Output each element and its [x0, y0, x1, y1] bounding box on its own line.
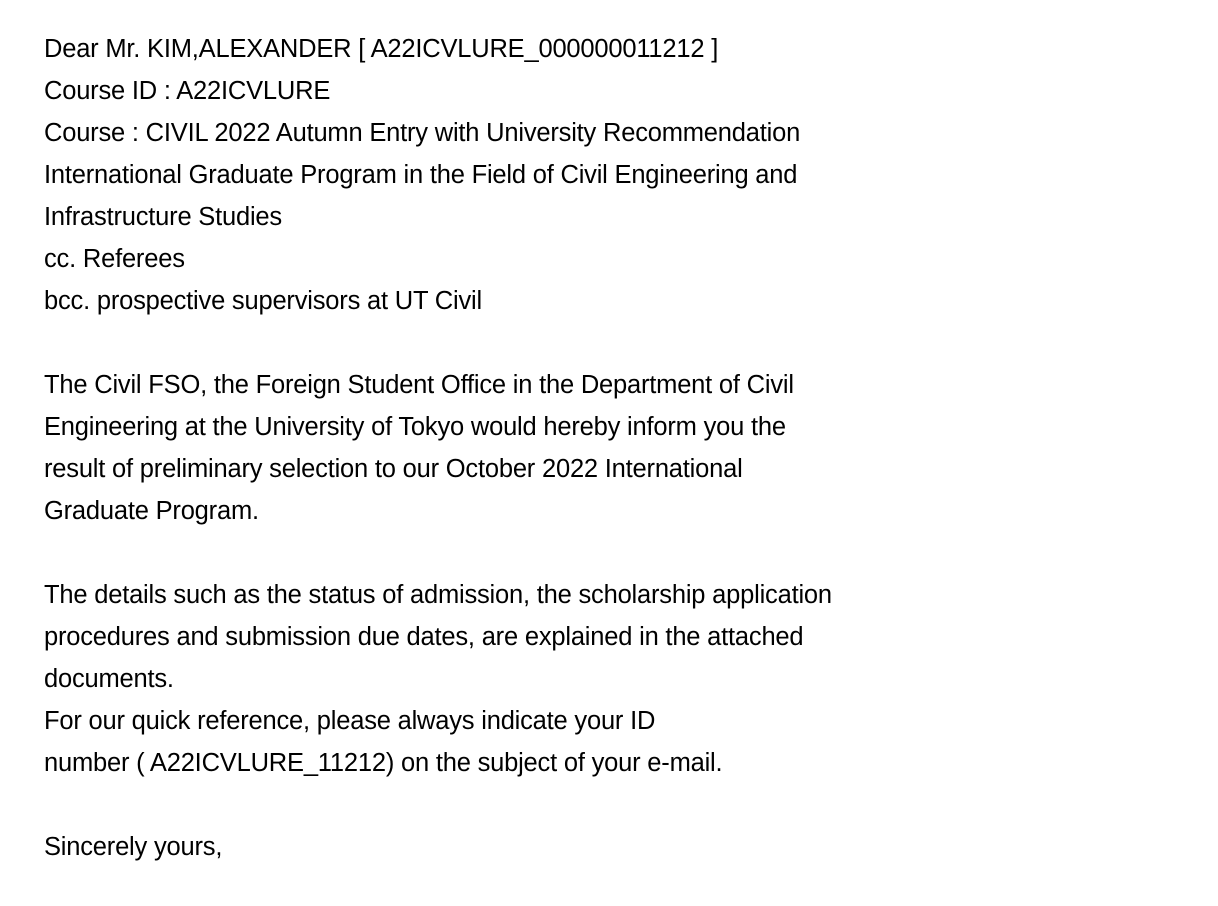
- bcc-line: bcc. prospective supervisors at UT Civil: [44, 287, 482, 315]
- spacer: [44, 322, 1218, 364]
- greeting-line: Dear Mr. KIM,ALEXANDER [ A22ICVLURE_000000011212 ]: [44, 35, 719, 63]
- course-title-line-1: Course : CIVIL 2022 Autumn Entry with University Recommendation: [44, 119, 801, 147]
- signoff-line: Sincerely yours,: [44, 833, 223, 861]
- paragraph-line: The Civil FSO, the Foreign Student Office in the Department of Civil: [44, 371, 794, 399]
- spacer: [44, 784, 1218, 826]
- course-id-line: Course ID : A22ICVLURE: [44, 77, 331, 105]
- paragraph-line: The details such as the status of admission, the scholarship application: [44, 581, 832, 609]
- paragraph-line: result of preliminary selection to our October 2022 International: [44, 455, 743, 483]
- paragraph-line: Engineering at the University of Tokyo would hereby inform you the: [44, 413, 786, 441]
- paragraph-line: Graduate Program.: [44, 497, 259, 525]
- paragraph-line: number ( A22ICVLURE_11212) on the subject of your e-mail.: [44, 749, 723, 777]
- cc-line: cc. Referees: [44, 245, 185, 273]
- paragraph-line: For our quick reference, please always indicate your ID: [44, 707, 656, 735]
- course-title-line-2: International Graduate Program in the Field of Civil Engineering and: [44, 161, 798, 189]
- paragraph-line: procedures and submission due dates, are explained in the attached: [44, 623, 804, 651]
- paragraph-intro: [44, 364, 1218, 532]
- paragraph-details: [44, 574, 1218, 784]
- spacer: [44, 532, 1218, 574]
- paragraph-line: documents.: [44, 665, 174, 693]
- course-title-line-3: Infrastructure Studies: [44, 203, 282, 231]
